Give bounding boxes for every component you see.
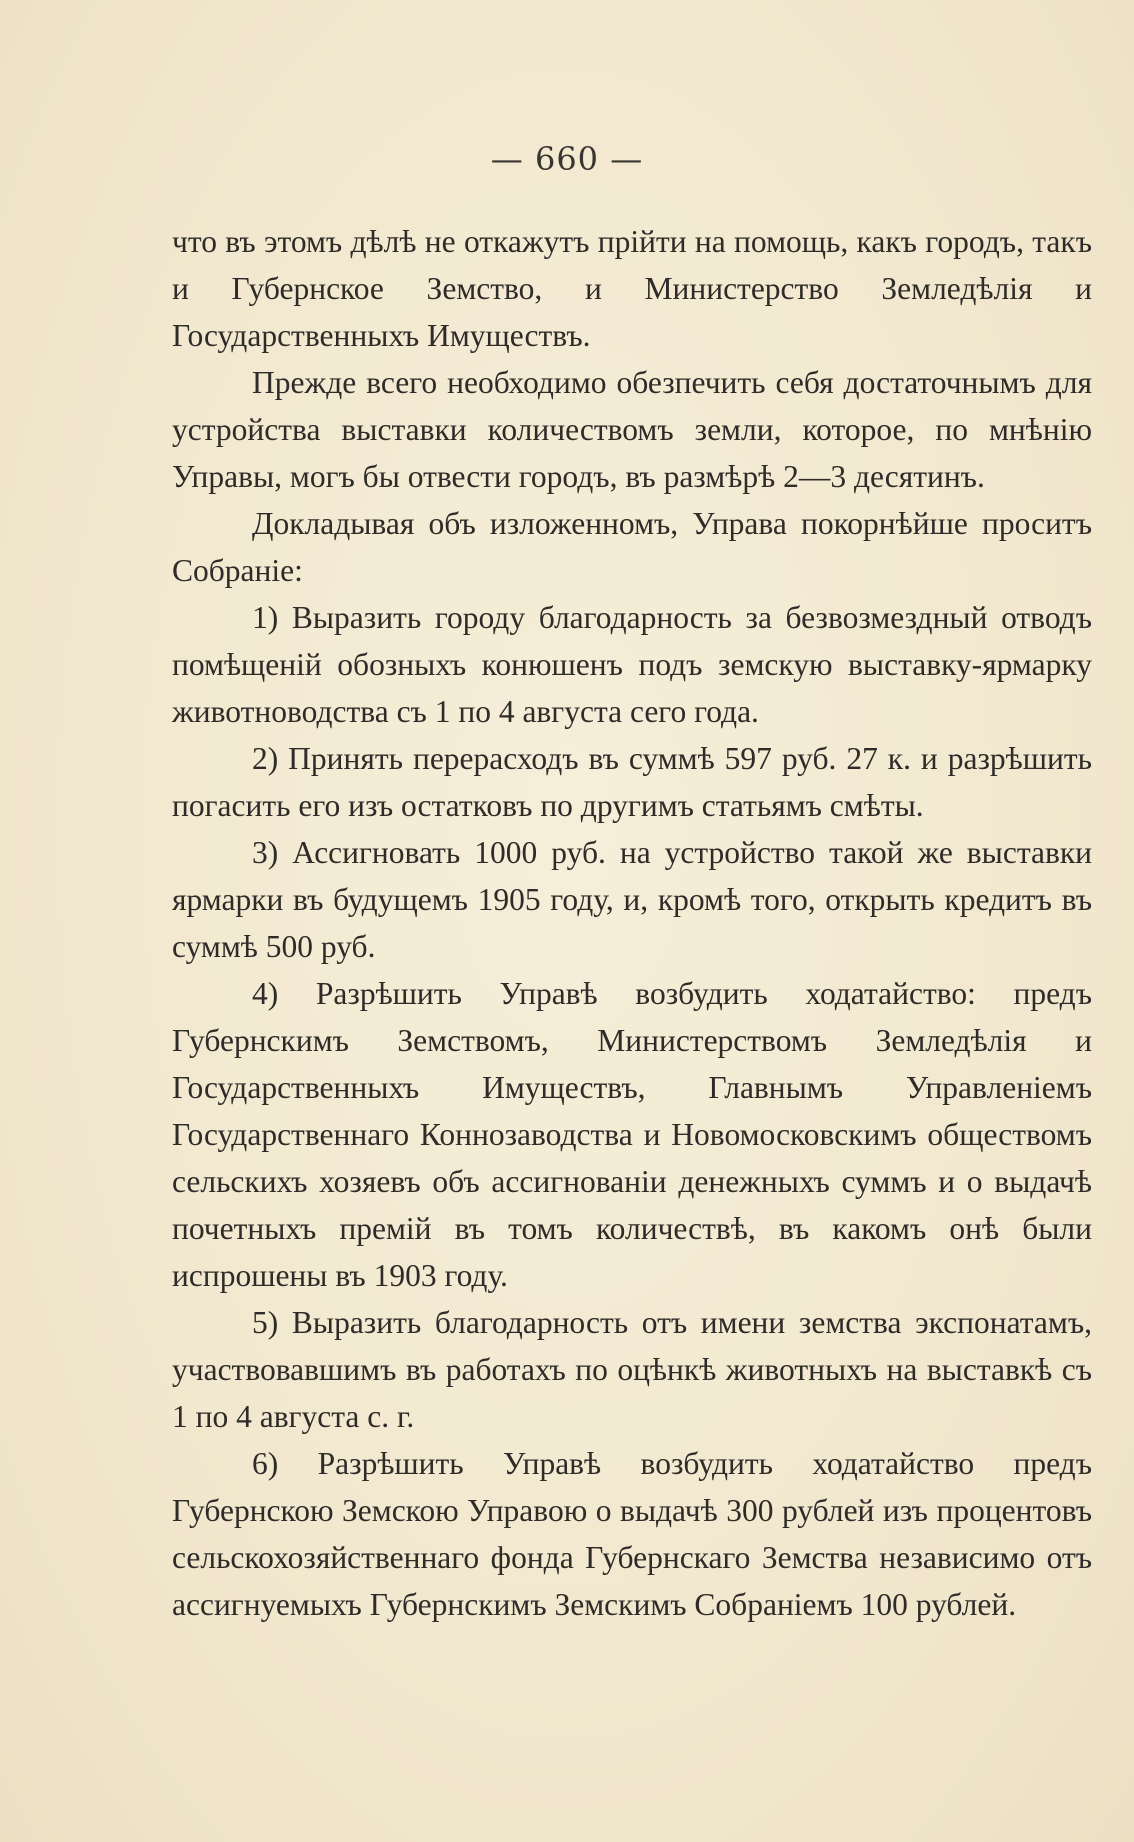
page-body — [172, 218, 1092, 1628]
list-item-5: 5) Выразить благодарность отъ имени земства экспонатамъ, участвовавшимъ въ работахъ по оцѣнкѣ животныхъ на выставкѣ съ 1 по 4 августа с. г. — [172, 1305, 1092, 1434]
list-item-3: 3) Ассигновать 1000 руб. на устройство такой же выставки ярмарки въ будущемъ 1905 году, и, кромѣ того, открыть кредитъ въ суммѣ 500 руб. — [172, 835, 1092, 964]
list-item-2: 2) Принять перерасходъ въ суммѣ 597 руб. 27 к. и разрѣшить погасить его изъ остатковъ по другимъ статьямъ смѣты. — [172, 741, 1092, 823]
list-item-1: 1) Выразить городу благодарность за безвозмездный отводъ помѣщеній обозныхъ конюшенъ подъ земскую выставку-ярмарку животноводства съ 1 по 4 августа сего года. — [172, 600, 1092, 729]
page-number: — 660 — — [490, 140, 644, 178]
paragraph-continuation: что въ этомъ дѣлѣ не откажутъ прійти на помощь, какъ городъ, такъ и Губернское Земство, и Министерство Земледѣлія и Государственныхъ Имуществъ. — [172, 224, 1092, 353]
list-item-4: 4) Разрѣшить Управѣ возбудить ходатайство: предъ Губернскимъ Земствомъ, Министерствомъ Земледѣлія и Государственныхъ Имуществъ, Главнымъ Управленіемъ Государственнаго Коннозаводства и Новомосковскимъ обществомъ сельскихъ хозяевъ объ ассигнованіи денежныхъ суммъ и о выдачѣ почетныхъ премій въ томъ количествѣ, въ какомъ онѣ были испрошены въ 1903 году. — [172, 976, 1092, 1293]
paragraph-request-intro: Докладывая объ изложенномъ, Управа покорнѣйше проситъ Собраніе: — [172, 506, 1092, 588]
paragraph-land-provision: Прежде всего необходимо обезпечить себя достаточнымъ для устройства выставки количествомъ земли, которое, по мнѣнію Управы, могъ бы отвести городъ, въ размѣрѣ 2—3 десятинъ. — [172, 365, 1092, 494]
list-item-6: 6) Разрѣшить Управѣ возбудить ходатайство предъ Губернскою Земскою Управою о выдачѣ 300 рублей изъ процентовъ сельскохозяйственнаго фонда Губернскаго Земства независимо отъ ассигнуемыхъ Губернскимъ Земскимъ Собраніемъ 100 рублей. — [172, 1446, 1092, 1622]
